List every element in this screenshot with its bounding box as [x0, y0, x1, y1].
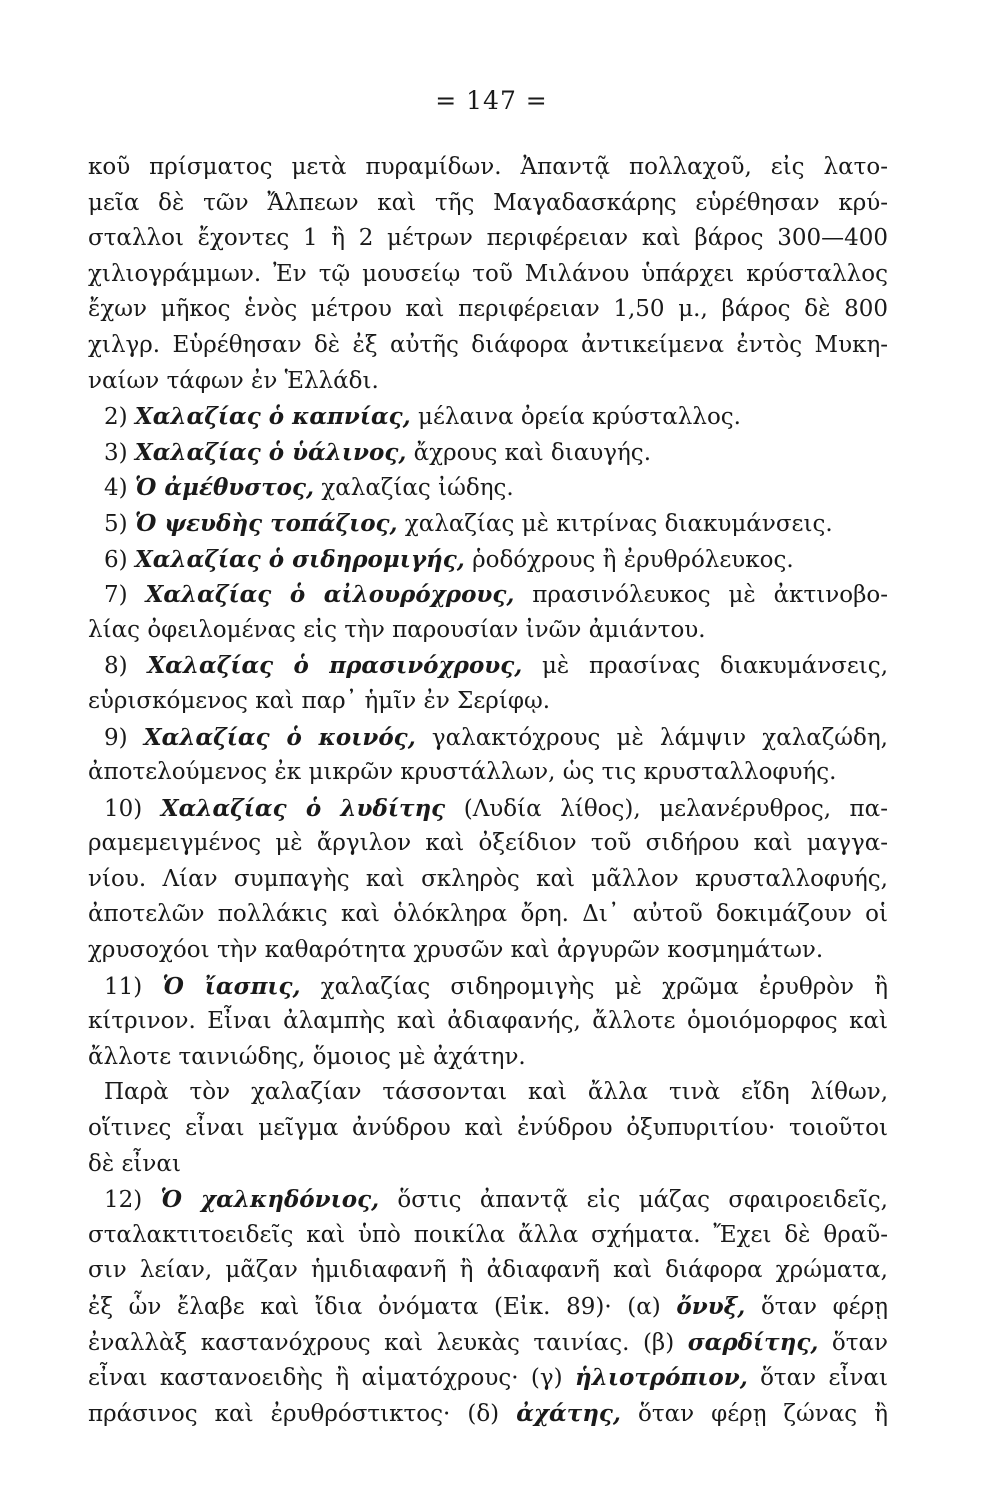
text-segment: ἔχων μῆκος ἑνὸς μέτρου καὶ περιφέρειαν 1,50 μ., βάρος δὲ 800 — [88, 296, 888, 323]
text-segment: 12) — [104, 1187, 161, 1214]
text-segment: ὅταν φέρῃ ζώνας ἢ — [620, 1400, 888, 1427]
text-line — [88, 826, 888, 862]
text-line — [88, 150, 888, 186]
mineral-term: Ὁ ψευδὴς τοπάζιος, — [134, 509, 398, 537]
text-segment: πρασινόλευκος μὲ ἀκτινοβο- — [514, 582, 888, 609]
text-segment: 7) — [104, 582, 146, 609]
text-segment: ἐξ ὧν ἔλαβε καὶ ἴδια ὀνόματα (Εἰκ. 89)· (α) — [88, 1294, 677, 1320]
mineral-term: σαρδίτης, — [687, 1328, 819, 1356]
mineral-term: Χαλαζίας ὁ ὑάλινος, — [134, 438, 407, 466]
text-segment: ὅστις ἀπαντᾷ εἰς μάζας σφαιροειδεῖς, — [379, 1187, 888, 1214]
text-line — [88, 862, 888, 898]
text-segment: ῥοδόχρους ἢ ἐρυθρόλευκος. — [464, 546, 794, 573]
text-segment: ὅταν — [818, 1329, 888, 1356]
text-line — [88, 577, 888, 613]
text-segment: οἵτινες εἶναι μεῖγμα ἀνύδρου καὶ ἐνύδρου ὀξυπυριτίου· τοιοῦτοι — [88, 1115, 888, 1142]
text-segment: ἄλλοτε ταινιώδης, ὅμοιος μὲ ἀχάτην. — [88, 1043, 526, 1070]
text-segment: ὅταν φέρῃ — [745, 1294, 888, 1320]
text-segment: σιν λείαν, μᾶζαν ἡμιδιαφανῆ ἢ ἀδιαφανῆ καὶ διάφορα χρώματα, — [88, 1257, 888, 1284]
mineral-term: Χαλαζίας ὁ κοινός, — [143, 723, 416, 751]
text-line — [88, 435, 888, 471]
text-line — [88, 1360, 888, 1396]
mineral-term: Ὁ ἀμέθυστος, — [134, 474, 315, 502]
text-line — [88, 791, 888, 827]
text-segment: μὲ πρασίνας διακυμάνσεις, — [522, 653, 888, 680]
text-segment: δὲ εἶναι — [88, 1150, 181, 1177]
text-segment: 9) — [104, 724, 144, 751]
text-segment: κίτρινον. Εἶναι ἀλαμπὴς καὶ ἀδιαφανής, ἄλλοτε ὁμοιόμορφος καὶ — [88, 1008, 888, 1035]
text-line — [88, 933, 888, 969]
text-line — [88, 1253, 888, 1289]
text-line — [88, 221, 888, 257]
mineral-term: Χαλαζίας ὁ λυδίτης — [160, 794, 446, 822]
text-segment: 6) — [104, 546, 135, 573]
mineral-term: ἀχάτης, — [516, 1399, 621, 1427]
text-line — [88, 1004, 888, 1040]
text-segment: ραμεμειγμένος μὲ ἄργιλον καὶ ὀξείδιον τοῦ σιδήρου καὶ μαγγα- — [88, 830, 888, 857]
text-segment: 5) — [104, 510, 135, 537]
text-segment: μέλαινα ὀρεία κρύσταλλος. — [410, 404, 741, 431]
text-segment: 11) — [104, 973, 163, 1000]
text-line — [88, 897, 888, 933]
text-segment: γαλακτόχρους μὲ λάμψιν χαλαζώδη, — [415, 724, 888, 751]
text-line — [88, 1396, 888, 1432]
text-line — [88, 186, 888, 222]
text-segment: χαλαζίας ἰώδης. — [314, 475, 514, 502]
text-line — [88, 542, 888, 578]
text-line — [88, 1218, 888, 1254]
mineral-term: ἡλιοτρόπιον, — [575, 1364, 748, 1392]
text-segment: ἀποτελούμενος ἐκ μικρῶν κρυστάλλων, ὡς τις κρυσταλλοφυής. — [88, 759, 837, 786]
text-segment: χαλαζίας σιδηρομιγὴς μὲ χρῶμα ἐρυθρὸν ἢ — [300, 973, 888, 1000]
mineral-term: Χαλαζίας ὁ καπνίας, — [134, 403, 411, 431]
text-line — [88, 1325, 888, 1361]
text-line — [88, 1075, 888, 1111]
text-segment: σταλλοι ἔχοντες 1 ἢ 2 μέτρων περιφέρειαν καὶ βάρος 300—400 — [88, 225, 888, 252]
text-line — [88, 969, 888, 1005]
text-segment: 8) — [104, 653, 148, 680]
text-segment: σταλακτιτοειδεῖς καὶ ὑπὸ ποικίλα ἄλλα σχήματα. Ἔχει δὲ θραῦ- — [88, 1221, 888, 1248]
text-segment: κοῦ πρίσματος μετὰ πυραμίδων. Ἀπαντᾷ πολλαχοῦ, εἰς λατο- — [88, 154, 888, 180]
text-segment: εἶναι καστανοειδὴς ἢ αἱματόχρους· (γ) — [88, 1365, 575, 1392]
text-segment: 3) — [104, 439, 135, 466]
mineral-term: Χαλαζίας ὁ αἰλουρόχρους, — [145, 581, 515, 609]
text-line — [88, 1289, 888, 1325]
text-line — [88, 257, 888, 293]
text-line — [88, 720, 888, 756]
mineral-term: Χαλαζίας ὁ σιδηρομιγής, — [134, 545, 465, 573]
text-segment: ὅταν εἶναι — [747, 1365, 888, 1392]
text-segment: 4) — [104, 475, 135, 502]
text-segment: ἐναλλὰξ καστανόχρους καὶ λευκὰς ταινίας. (β) — [88, 1329, 688, 1356]
text-line — [88, 1147, 888, 1183]
text-segment: νίου. Λίαν συμπαγὴς καὶ σκληρὸς καὶ μᾶλλον κρυσταλλοφυής, — [88, 865, 888, 892]
text-segment: (Λυδία λίθος), μελανέρυθρος, πα- — [445, 795, 888, 822]
text-line — [88, 755, 888, 791]
text-line — [88, 328, 888, 364]
text-line — [88, 506, 888, 542]
text-line — [88, 684, 888, 720]
text-segment: λίας ὀφειλομένας εἰς τὴν παρουσίαν ἰνῶν ἀμιάντου. — [88, 616, 706, 643]
text-segment: 2) — [104, 404, 135, 431]
text-line — [88, 292, 888, 328]
text-segment: Παρὰ τὸν χαλαζίαν τάσσονται καὶ ἄλλα τινὰ εἴδη λίθων, — [104, 1079, 888, 1106]
text-line — [88, 1040, 888, 1076]
text-segment: χρυσοχόοι τὴν καθαρότητα χρυσῶν καὶ ἀργυρῶν κοσμημάτων. — [88, 937, 824, 964]
text-line — [88, 470, 888, 506]
text-segment: χαλαζίας μὲ κιτρίνας διακυμάνσεις. — [397, 510, 833, 537]
text-line — [88, 364, 888, 400]
text-line — [88, 399, 888, 435]
text-segment: ἄχρους καὶ διαυγής. — [406, 439, 651, 466]
mineral-term: Ὁ χαλκηδόνιος, — [160, 1186, 380, 1214]
text-segment: ἀποτελῶν πολλάκις καὶ ὁλόκληρα ὄρη. Δι᾽ αὐτοῦ δοκιμάζουν οἱ — [88, 901, 888, 928]
text-line — [88, 613, 888, 649]
text-segment: χιλγρ. Εὑρέθησαν δὲ ἐξ αὐτῆς διάφορα ἀντικείμενα ἐντὸς Μυκη- — [88, 331, 888, 358]
page-number: = 147 = — [435, 86, 548, 115]
text-segment: χιλιογράμμων. Ἐν τῷ μουσείῳ τοῦ Μιλάνου ὑπάρχει κρύσταλλος — [88, 260, 888, 287]
mineral-term: Ὁ ἴασπις, — [162, 972, 301, 1000]
mineral-term: Χαλαζίας ὁ πρασινόχρους, — [147, 652, 523, 680]
text-segment: μεῖα δὲ τῶν Ἄλπεων καὶ τῆς Μαγαδασκάρης εὑρέθησαν κρύ- — [88, 189, 888, 216]
body-text — [88, 150, 888, 1431]
text-line — [88, 648, 888, 684]
text-segment: ναίων τάφων ἐν Ἑλλάδι. — [88, 367, 379, 394]
text-segment: πράσινος καὶ ἐρυθρόστικτος· (δ) — [88, 1400, 517, 1427]
text-segment: εὑρισκόμενος καὶ παρ᾽ ἡμῖν ἐν Σερίφῳ. — [88, 687, 551, 714]
mineral-term: ὄνυξ, — [676, 1293, 746, 1320]
text-line — [88, 1111, 888, 1147]
text-segment: 10) — [104, 795, 161, 822]
text-line — [88, 1182, 888, 1218]
